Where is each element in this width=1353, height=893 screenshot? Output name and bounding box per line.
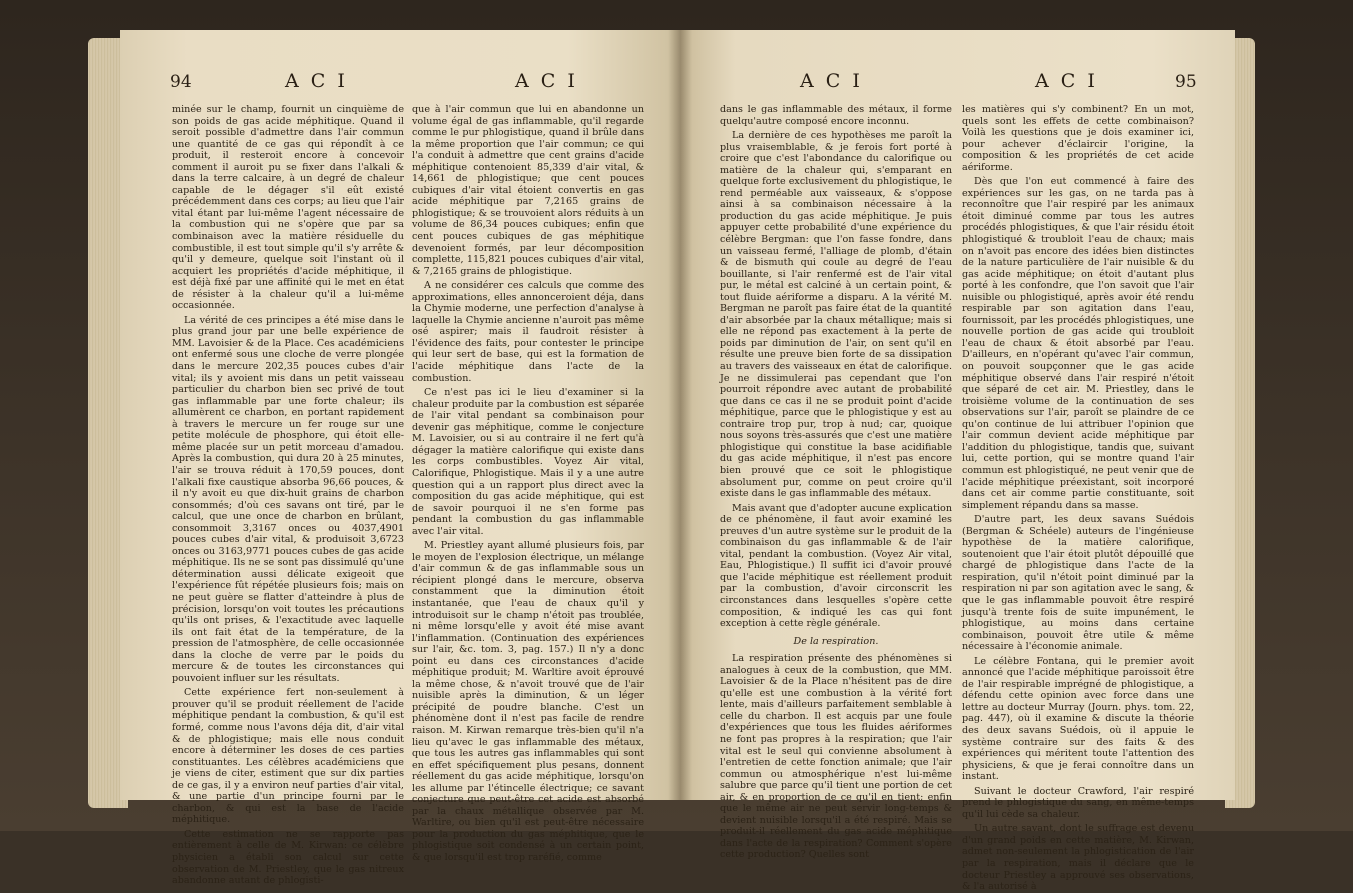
left-page xyxy=(120,30,680,887)
left-page-number: 94 xyxy=(170,72,192,92)
right-page-column-1 xyxy=(720,104,952,861)
paragraph: Cette estimation ne se rapporte pas entièrement à celle de M. Kirwan: ce célèbre physicien a établi son calcul sur cette observation de M. Priestley, que le gas nitreux abandonne autant de phlogisti- xyxy=(172,828,404,887)
right-page xyxy=(680,30,1235,893)
right-running-head-2: A C I xyxy=(1035,70,1098,92)
paragraph: La dernière de ces hypothèses me paroît la plus vraisemblable, & je ferois fort porté à croire que c'est l'abondance du calorifique ou matière de la chaleur qui, s'emparant en quelque forte exclusivement du phlogistique, le rend perméable aux vaisseaux, & s'oppose ainsi à sa combinaison nécessaire à la production du gas acide méphitique. Je puis appuyer cette probabilité d'une expérience du célèbre Bergman: que l'on fasse fondre, dans un vaisseau fermé, l'alliage de plomb, d'étain & de bismuth qui coule au degré de l'eau bouillante, si l'air renfermé est de l'air vital pur, le métal est calciné à un certain point, & tout fluide aériforme a disparu. A la vérité M. Bergman ne paroît pas faire état de la quantité d'air absorbée par la chaux métallique; mais si elle ne répond pas exactement à la perte de poids par diminution de l'air, on sent qu'il en résulte une preuve bien forte de sa dissipation au travers des vaisseaux en état de calorifique. Je ne dissimulerai pas cependant que l'on pourroit répondre avec autant de probabilité que dans ce cas il ne se produit point d'acide méphitique, parce que le phlogistique y est au contraire trop pur, trop à nud; car, quoique nous soyons très-assurés que c'est une matière phlogistique qui constitue la base acidifiable du gas acide méphitique, il n'est pas encore bien prouvé que ce soit le phlogistique absolument pur, comme on peut croire qu'il existe dans le gas inflammable des métaux. xyxy=(720,130,952,500)
paragraph: A ne considérer ces calculs que comme des approximations, elles annonceroient déja, dans la Chymie moderne, une perfection d'analyse à laquelle la Chymie ancienne n'auroit pas même osé aspirer; mais il faudroit résister à l'évidence des faits, pour contester le principe qui leur sert de base, qui est la formation de l'acide méphitique dans l'acte de la combustion. xyxy=(412,280,644,384)
paragraph: Cette expérience fert non-seulement à prouver qu'il se produit réellement de l'acide méphitique pendant la combustion, & qu'il est formé, comme nous l'avons déja dit, d'air vital & de phlogistique; mais elle nous conduit encore à déterminer les doses de ces parties constituantes. Les célèbres académiciens que je viens de citer, estiment que sur dix parties de ce gas, il y a environ neuf parties d'air vital, & une partie d'un principe fourni par le charbon, & qui est la base de l'acide méphitique. xyxy=(172,687,404,826)
left-running-head-2: A C I xyxy=(515,70,578,92)
left-page-header xyxy=(120,70,680,100)
paragraph: M. Priestley ayant allumé plusieurs fois, par le moyen de l'explosion électrique, un mélange d'air commun & de gas inflammable sous un récipient plongé dans le mercure, observa constamment que la diminution étoit instantanée, que l'eau de chaux qu'il y introduisoit sur le champ n'étoit pas troublée, ni même lorsqu'elle y avoit été mise avant l'inflammation. (Continuation des expériences sur l'air, &c. tom. 3, pag. 157.) Il n'y a donc point eu dans ces circonstances d'acide méphitique produit; M. Warltire avoit éprouvé la même chose, & n'avoit trouvé que de l'air nuisible après la diminution, & un léger précipité de poudre blanche. C'est un phénomène dont il n'est pas facile de rendre raison. M. Kirwan remarque très-bien qu'il n'a lieu qu'avec le gas inflammable des métaux, que tous les autres gas inflammables qui sont en effet spécifiquement plus pesans, donnent réellement du gas acide méphitique, lorsqu'on les allume par l'étincelle électrique; ce savant conjecture que peut-être cet acide est absorbé par la chaux métallique observée par M. Warltire, ou bien qu'il est peut-être nécessaire pour la production du gas méphitique, que le phlogistique soit condensé à un certain point, & que lorsqu'il est trop raréfié, comme xyxy=(412,540,644,863)
section-title: De la respiration. xyxy=(793,635,879,647)
paragraph: La vérité de ces principes a été mise dans le plus grand jour par une belle expérience de MM. Lavoisier & de la Place. Ces académiciens ont enfermé sous une cloche de verre plongée dans le mercure 202,35 pouces cubes d'air vital; ils y avoient mis dans un petit vaisseau particulier du charbon bien sec privé de tout gas inflammable par une forte chaleur; ils allumèrent ce charbon, en portant rapidement à travers le mercure un fer rouge sur une petite molécule de phosphore, qui étoit elle-même placée sur un petit morceau d'amadou. Après la combustion, qui dura 20 à 25 minutes, l'air se trouva réduit à 170,59 pouces, dont l'alkali fixe caustique absorba 96,66 pouces, & il n'y avoit eu que dix-huit grains de charbon consommés; d'où ces savans ont tiré, par le calcul, que une once de charbon en brûlant, consommoit 3,3167 onces ou 4037,4901 pouces cubes d'air vital, & produisoit 3,6723 onces ou 3163,9771 pouces cubes de gas acide méphitique. Ils ne se sont pas dissimulé qu'une détermination aussi délicate exigeoit que l'expérience fût répétée plusieurs fois; mais on ne peut guère se flatter d'atteindre à plus de précision, lorsqu'on voit toutes les précautions qu'ils ont prises, & l'exactitude avec laquelle ils ont fait état de la température, de la pression de l'atmosphère, de celle occasionnée dans la cloche de verre par le poids du mercure & de toutes les circonstances qui pouvoient influer sur les résultats. xyxy=(172,314,404,684)
paragraph: que à l'air commun que lui en abandonne un volume égal de gas inflammable, qu'il regarde comme le pur phlogistique, quand il brûle dans la même proportion que l'air commun; ce qui l'a conduit à admettre que cent grains d'acide méphitique contenoient 85,339 d'air vital, & 14,661 de phlogistique; que cent pouces cubiques d'air vital étoient convertis en gas acide méphitique par 7,2165 grains de phlogistique; & se trouvoient alors réduits à un volume de 86,34 pouces cubiques; enfin que cent pouces cubiques de gas méphitique devenoient formés, par leur décomposition complette, 115,821 pouces cubiques d'air vital, & 7,2165 grains de phlogistique. xyxy=(412,104,644,277)
paragraph: dans le gas inflammable des métaux, il forme quelqu'autre composé encore inconnu. xyxy=(720,104,952,127)
right-page-column-2 xyxy=(962,104,1194,893)
paragraph: Un autre savant, dont le suffrage est devenu d'un grand poids en cette matière, M. Kirwan, admet non-seulement la phlogistication de l'air par la respiration, mais il déclare que le docteur Priestley a approuvé ses observations, & l'a autorisé à xyxy=(962,823,1194,893)
right-page-header xyxy=(680,70,1235,100)
left-running-head-1: A C I xyxy=(285,70,348,92)
left-page-column-2 xyxy=(412,104,644,863)
right-page-number: 95 xyxy=(1175,72,1197,92)
paragraph: D'autre part, les deux savans Suédois (Bergman & Schéele) auteurs de l'ingénieuse hypothèse de la matière calorifique, soutenoient que l'air étoit plutôt dépouillé que chargé de phlogistique dans l'acte de la respiration, qu'il n'étoit point diminué par la respiration ni par son agitation avec le sang, & que le gas inflammable pouvoit être respiré jusqu'à trente fois de suite impunément, le phlogistique, au moins dans certaine combinaison, pouvoit être utile & même nécessaire à l'économie animale. xyxy=(962,514,1194,653)
right-running-head-1: A C I xyxy=(800,70,863,92)
paragraph: minée sur le champ, fournit un cinquième de son poids de gas acide méphitique. Quand il seroit possible d'admettre dans l'air commun une quantité de ce gas qui répondît à ce produit, il resteroit encore à concevoir comment il auroit pu se fixer dans l'alkali & dans la terre calcaire, à un degré de chaleur capable de le dégager s'il eût existé précédemment dans ces corps; au lieu que l'air vital étant par lui-même l'agent nécessaire de la combustion qui ne s'opère que par sa combinaison avec la matière résiduelle du combustible, il est tout simple qu'il s'y arrête & qu'il y demeure, quelque soit l'instant où il acquiert les propriétés d'acide méphitique, il est déjà fixé par une affinité qui le met en état de résister à la chaleur qu'il a lui-même occasionnée. xyxy=(172,104,404,312)
paragraph: Mais avant que d'adopter aucune explication de ce phénomène, il faut avoir examiné les preuves d'un autre système sur le produit de la combinaison du gas inflammable & de l'air vital, pendant la combustion. (Voyez Air vital, Eau, Phlogistique.) Il suffit ici d'avoir prouvé que l'acide méphitique est réellement produit par la combustion, d'avoir circonscrit les circonstances dans lesquelles s'opère cette composition, & indiqué les cas qui font exception à cette règle générale. xyxy=(720,502,952,630)
left-page-column-1 xyxy=(172,104,404,887)
paragraph: les matières qui s'y combinent? En un mot, quels sont les effets de cette combinaison? Voilà les questions que je dois examiner ici, pour achever d'éclaircir l'origine, la composition & les propriétés de cet acide aériforme. xyxy=(962,104,1194,173)
paragraph: Ce n'est pas ici le lieu d'examiner si la chaleur produite par la combustion est séparée de l'air vital pendant sa combinaison pour devenir gas méphitique, comme le conjecture M. Lavoisier, ou si au contraire il ne fert qu'à dégager la matière calorifique qui existe dans les corps combustibles. Voyez Air vital, Calorifique, Phlogistique. Mais il y a une autre question qui a un rapport plus direct avec la composition du gas acide méphitique, qui est de savoir pourquoi il ne s'en forme pas pendant la combustion du gas inflammable avec l'air vital. xyxy=(412,387,644,537)
book-spine xyxy=(668,30,692,800)
paragraph: Le célèbre Fontana, qui le premier avoit annoncé que l'acide méphitique paroissoit être de l'air respirable imprégné de phlogistique, a défendu cette opinion avec force dans une lettre au docteur Murray (Journ. phys. tom. 22, pag. 447), où il examine & discute la théorie des deux savans Suédois, où il appuie le système contraire sur des faits & des expériences qui méritent toute l'attention des physiciens, & que je ferai connoître dans un instant. xyxy=(962,655,1194,783)
paragraph: Dès que l'on eut commencé à faire des expériences sur les gas, on ne tarda pas à reconnoître que l'air respiré par les animaux étoit diminué comme par tous les autres procédés phlogistiques, & que l'air résidu étoit phlogistiqué & troubloit l'eau de chaux; mais on n'avoit pas encore des idées bien distinctes de la nature particulière de l'air nuisible & du gas acide méphitique; on étoit d'autant plus porté à les confondre, que l'on savoit que l'air nuisible ou phlogistiqué, après avoir été rendu respirable par son agitation dans l'eau, fournissoit, par les procédés phlogistiques, une nouvelle portion de gas acide qui troubloit l'eau de chaux & étoit absorbé par l'eau. D'ailleurs, en n'opérant qu'avec l'air commun, on pouvoit soupçonner que le gas acide méphitique observé dans l'air respiré n'étoit que séparé de cet air. M. Priestley, dans le troisième volume de la continuation de ses observations sur l'air, paroît se plaindre de ce qu'on continue de lui attribuer l'opinion que l'air commun devient acide méphitique par l'addition du phlogistique, tandis que, suivant lui, cette portion, qui se montre quand l'air commun est phlogistiqué, ne peut venir que de l'acide méphitique préexistant, soit incorporé dans cet air comme partie constituante, soit simplement répandu dans sa masse. xyxy=(962,176,1194,511)
paragraph: Suivant le docteur Crawford, l'air respiré prend le phlogistique du sang, en même-temps qu'il lui cède sa chaleur. xyxy=(962,785,1194,820)
paragraph: La respiration présente des phénomènes si analogues à ceux de la combustion, que MM. Lavoisier & de la Place n'hésitent pas de dire qu'elle est une combustion à la vérité fort lente, mais d'ailleurs parfaitement semblable à celle du charbon. Il est acquis par une foule d'expériences que tous les fluides aériformes ne font pas propres à la respiration; que l'air vital est le seul qui convienne absolument à l'entretien de cette fonction animale; que l'air commun ou atmosphérique n'est lui-même salubre que parce qu'il tient une portion de cet air, & en proportion de ce qu'il en tient; enfin que le même air ne peut servir long-temps & devient nuisible lorsqu'il a été respiré. Mais se produit-il réellement du gas acide méphitique dans l'acte de la respiration? Comment s'opère cette production? Quelles sont xyxy=(720,653,952,861)
